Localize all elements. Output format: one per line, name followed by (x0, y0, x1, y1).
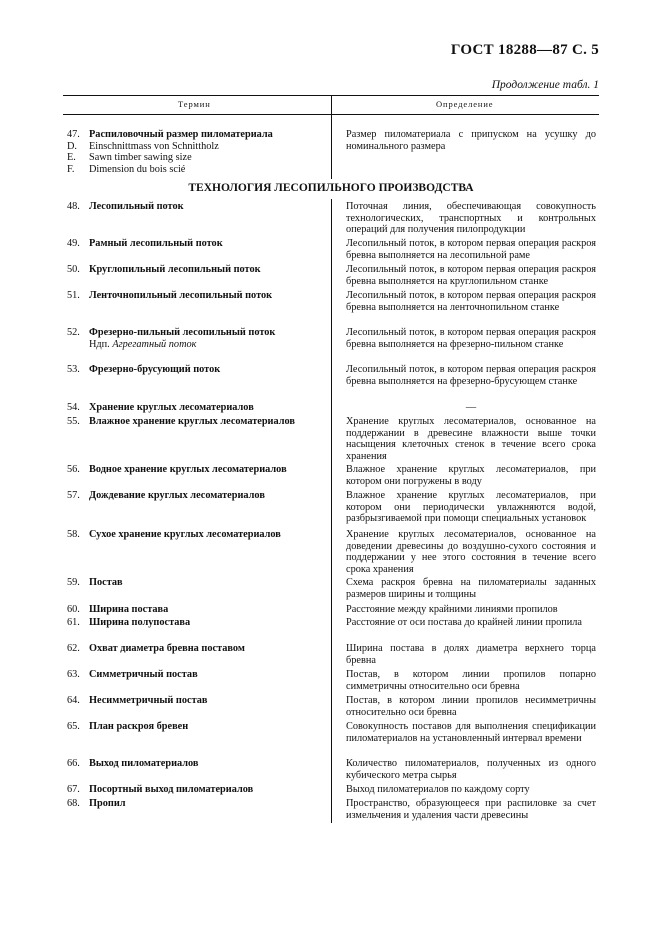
term-text: Распиловочный размер пиломатериала (89, 129, 273, 140)
definition-cell: Постав, в котором линии пропилов попарно симметричны относительно оси бревна (346, 669, 596, 692)
term-cell: 63. Симметричный постав (67, 669, 198, 680)
definition-cell: Размер пиломатериала с припуском на усушку до номинального размера (346, 129, 596, 152)
foreign-equivalent: F. Dimension du bois scié (67, 163, 186, 175)
term-cell: 52. Фрезерно-пильный лесопильный поток Ндп. Агрегатный поток (67, 327, 329, 350)
definition-cell: Поточная линия, обеспечивающая совокупность технологических, транспортных и контрольных операций для получения пилопродукции (346, 201, 596, 236)
definition-cell: Ширина постава в долях диаметра верхнего торца бревна (346, 643, 596, 666)
definition-cell: Лесопильный поток, в котором первая операция раскроя бревна выполняется на круглопильном станке (346, 264, 596, 287)
term-cell: 50. Круглопильный лесопильный поток (67, 264, 261, 275)
definition-cell: Выход пиломатериалов по каждому сорту (346, 784, 530, 795)
table-continuation-note: Продолжение табл. 1 (491, 79, 599, 91)
column-divider-lower (331, 199, 332, 823)
term-cell: 56. Водное хранение круглых лесоматериалов (67, 464, 287, 475)
definition-cell: — (465, 402, 477, 413)
page-header: ГОСТ 18288—87 С. 5 (450, 42, 599, 58)
term-cell: 68. Пропил (67, 798, 126, 809)
term-cell: 49. Рамный лесопильный поток (67, 238, 223, 249)
definition-cell: Совокупность поставов для выполнения спецификации пиломатериалов на установленный интервал времени (346, 721, 596, 744)
definition-cell: Влажное хранение круглых лесоматериалов, при котором они периодически увлажняются водой, разбрызгиваемой при помощи специальных установок (346, 490, 596, 525)
term-number: 47. (67, 129, 80, 140)
foreign-equivalent: E. Sawn timber sawing size (67, 152, 192, 164)
deprecated-synonym: Ндп. Агрегатный поток (89, 338, 197, 350)
term-cell: 67. Посортный выход пиломатериалов (67, 784, 254, 795)
term-cell: 60. Ширина постава (67, 604, 169, 615)
term-cell: 53. Фрезерно-брусующий поток (67, 364, 221, 375)
foreign-equivalent: D. Einschnittmass von Schnittholz (67, 140, 219, 152)
definition-cell: Хранение круглых лесоматериалов, основанное на поддержании в древесине влажности выше точки насыщения клеточных стенок в течение всего срока хранения (346, 416, 596, 462)
definition-cell: Лесопильный поток, в котором первая операция раскроя бревна выполняется на лесопильной раме (346, 238, 596, 261)
term-cell: 55. Влажное хранение круглых лесоматериалов (67, 416, 295, 427)
definition-cell: Лесопильный поток, в котором первая операция раскроя бревна выполняется на фрезерно-пильном станке (346, 327, 596, 350)
column-header-term: Термин (178, 99, 211, 109)
column-divider-upper (331, 95, 332, 179)
term-cell (67, 129, 329, 175)
term-cell: 59. Постав (67, 577, 123, 588)
definition-cell: Лесопильный поток, в котором первая операция раскроя бревна выполняется на ленточнопильном станке (346, 290, 596, 313)
term-cell: 54. Хранение круглых лесоматериалов (67, 402, 254, 413)
definition-cell: Расстояние от оси постава до крайней линии пропила (346, 617, 583, 628)
definition-cell: Пространство, образующееся при распиловке за счет измельчения и удаления части древесины (346, 798, 596, 821)
definition-cell: Лесопильный поток, в котором первая операция раскроя бревна выполняется на фрезерно-брусующем станке (346, 364, 596, 387)
term-cell: 58. Сухое хранение круглых лесоматериалов (67, 529, 281, 540)
definition-cell: Хранение круглых лесоматериалов, основанное на доведении древесины до воздушно-сухого состояния и поддержании у нее этого состояния в течение всего срока хранения (346, 529, 596, 575)
definition-cell: Схема раскроя бревна на пиломатериалы заданных размеров ширины и толщины (346, 577, 596, 600)
section-heading: ТЕХНОЛОГИЯ ЛЕСОПИЛЬНОГО ПРОИЗВОДСТВА (188, 182, 474, 194)
term-cell: 51. Ленточнопильный лесопильный поток (67, 290, 273, 301)
term-cell: 48. Лесопильный поток (67, 201, 184, 212)
term-cell: 61. Ширина полупостава (67, 617, 191, 628)
term-cell: 66. Выход пиломатериалов (67, 758, 199, 769)
column-header-definition: Определение (436, 99, 494, 109)
definition-cell: Расстояние между крайними линиями пропилов (346, 604, 558, 615)
term-cell: 65. План раскроя бревен (67, 721, 189, 732)
term-cell: 64. Несимметричный постав (67, 695, 208, 706)
term-cell: 57. Дождевание круглых лесоматериалов (67, 490, 265, 501)
definition-cell: Количество пиломатериалов, полученных из одного кубического метра сырья (346, 758, 596, 781)
definition-cell: Влажное хранение круглых лесоматериалов, при котором они погружены в воду (346, 464, 596, 487)
term-cell: 62. Охват диаметра бревна поставом (67, 643, 245, 654)
definition-cell: Постав, в котором линии пропилов несимметричны относительно оси бревна (346, 695, 596, 718)
